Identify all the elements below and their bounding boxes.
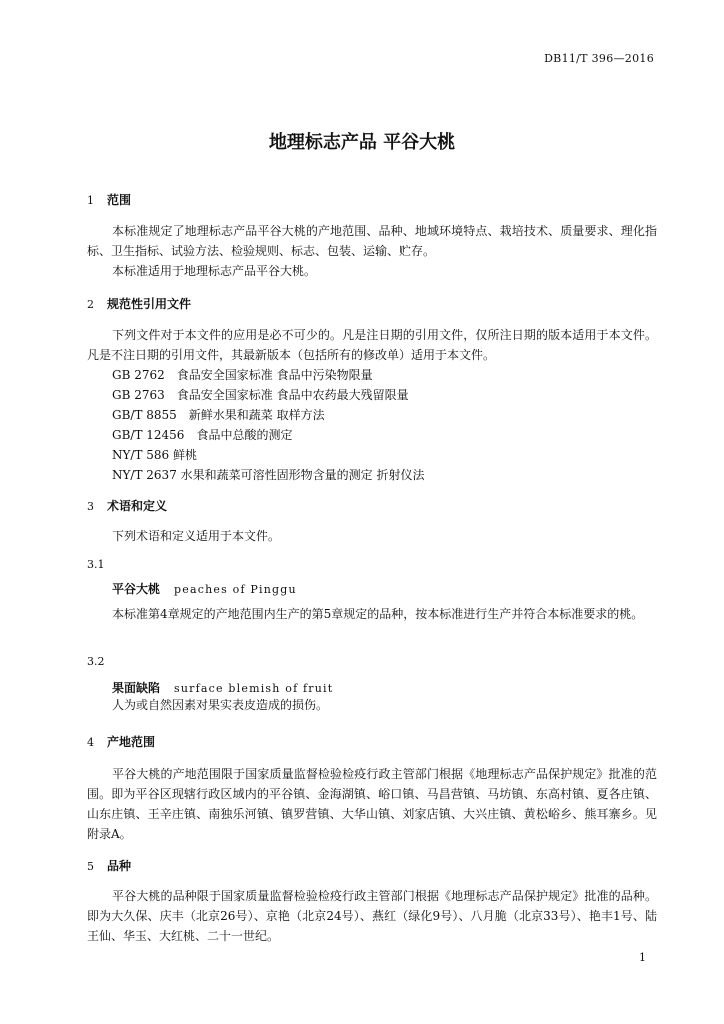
term-number: 3.2 (87, 655, 105, 668)
section-2-paragraph-1: 下列文件对于本文件的应用是必不可少的。凡是注日期的引用文件，仅所注日期的版本适用于本文件。凡是不注日期的引用文件，其最新版本（包括所有的修改单）适用于本文件。 (87, 328, 657, 362)
reference-item: GB/T 8855 新鲜水果和蔬菜 取样方法 (112, 408, 325, 422)
section-title: 范围 (107, 193, 132, 207)
term-3-1 (112, 580, 297, 597)
section-number: 5 (87, 860, 94, 873)
page-number: 1 (639, 951, 646, 964)
section-number: 2 (87, 298, 94, 311)
section-4-heading (87, 733, 155, 750)
section-2-heading (87, 295, 191, 312)
term-name: 平谷大桃 (112, 582, 161, 596)
document-title: 地理标志产品 平谷大桃 (268, 132, 456, 153)
section-1-heading (87, 191, 131, 208)
reference-item: NY/T 2637 水果和蔬菜可溶性固形物含量的测定 折射仪法 (112, 468, 425, 482)
section-number: 1 (87, 194, 94, 207)
reference-item: GB 2763 食品安全国家标准 食品中农药最大残留限量 (112, 388, 409, 402)
term-english: peaches of Pinggu (174, 583, 297, 596)
reference-item: GB 2762 食品安全国家标准 食品中污染物限量 (112, 368, 373, 382)
term-3-2 (112, 679, 333, 696)
section-5-heading (87, 857, 131, 874)
section-4-paragraph-1: 平谷大桃的产地范围限于国家质量监督检验检疫行政主管部门根据《地理标志产品保护规定》批准的范围。即为平谷区现辖行政区域内的平谷镇、金海湖镇、峪口镇、马昌营镇、马坊镇、东高村镇、夏各庄镇、山东庄镇、王辛庄镇、南独乐河镇、镇罗营镇、大华山镇、刘家店镇、大兴庄镇、黄松峪乡、熊耳寨乡。见附录A。 (87, 767, 657, 841)
section-number: 3 (87, 500, 94, 513)
reference-item: NY/T 586 鲜桃 (112, 448, 198, 462)
section-title: 品种 (107, 859, 132, 873)
section-1-paragraph-1: 本标准规定了地理标志产品平谷大桃的产地范围、品种、地域环境特点、栽培技术、质量要求、理化指标、卫生指标、试验方法、检验规则、标志、包装、运输、贮存。 (87, 224, 657, 258)
section-title: 产地范围 (107, 735, 156, 749)
term-3-1-definition: 本标准第4章规定的产地范围内生产的第5章规定的品种，按本标准进行生产并符合本标准要求的桃。 (112, 607, 644, 621)
section-number: 4 (87, 736, 94, 749)
section-title: 规范性引用文件 (107, 297, 192, 311)
section-3-heading (87, 497, 167, 514)
section-5-paragraph-1: 平谷大桃的品种限于国家质量监督检验检疫行政主管部门根据《地理标志产品保护规定》批准的品种。即为大久保、庆丰（北京26号）、京艳（北京24号）、燕红（绿化9号）、八月脆（北京33号）、艳丰1号、陆王仙、华玉、大红桃、二十一世纪。 (87, 889, 657, 943)
document-number: DB11/T 396—2016 (544, 52, 654, 65)
term-name: 果面缺陷 (112, 681, 161, 695)
reference-item: GB/T 12456 食品中总酸的测定 (112, 428, 293, 442)
term-number: 3.1 (87, 558, 105, 571)
section-1-paragraph-2: 本标准适用于地理标志产品平谷大桃。 (112, 264, 317, 278)
term-3-2-definition: 人为或自然因素对果实表皮造成的损伤。 (112, 698, 329, 712)
term-english: surface blemish of fruit (174, 682, 334, 695)
section-3-paragraph-1: 下列术语和定义适用于本文件。 (112, 529, 281, 543)
section-title: 术语和定义 (107, 499, 168, 513)
